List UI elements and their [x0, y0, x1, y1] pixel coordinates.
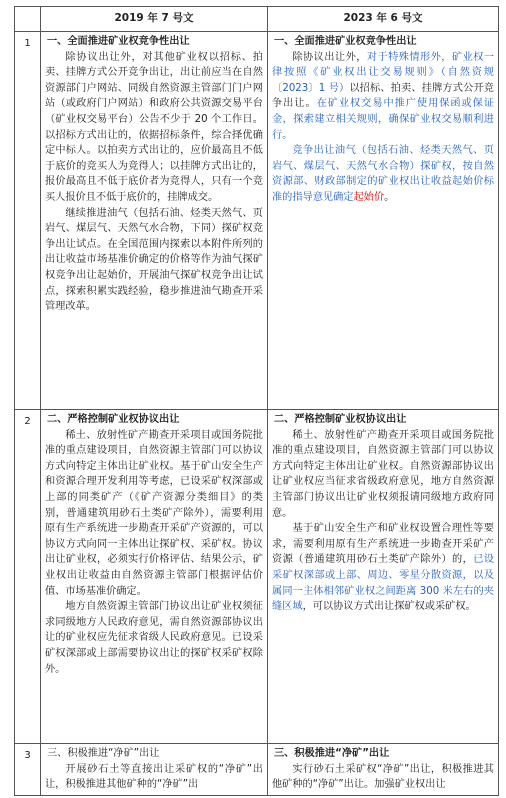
table-row	[15, 744, 499, 796]
paragraph: 实行砂石土采矿权“净矿”出让，积极推进其他矿种的“净矿”出让。加强矿业权出让	[272, 763, 494, 791]
plain-text: 基于矿山安全生产和矿业权设置合理性等要求，需要利用原有生产系统进一步勘查开采矿产资源（普通建筑用砂石土类矿产除外）的，	[272, 523, 494, 566]
table-header-row	[15, 7, 499, 32]
table-row	[15, 410, 499, 744]
header-old-doc: 2019 年 7 号文	[41, 7, 268, 32]
plain-text: 以招标、拍卖、挂牌方式公开竞争出让。	[272, 82, 494, 110]
new-text-cell	[268, 744, 499, 796]
plain-text: ，可以协议方式出让探矿权或采矿权。	[302, 601, 476, 613]
paragraph: 开展砂石土等直接出让采矿权的“净矿”出让，积极推进其他矿种的“净矿”出	[45, 763, 263, 791]
row-number: 3	[15, 744, 41, 796]
paragraph: 稀土、放射性矿产勘查开采项目或国务院批准的重点建设项目，自然资源主管部门可以协议方式向特定主体出让矿业权。自然资源部协议出让矿业权应当征求省级政府意见，地方自然资源主管部门协议出让矿业权须报请同级地方政府同意。	[272, 429, 494, 519]
header-new-doc: 2023 年 6 号文	[268, 7, 499, 32]
changed-text: 在矿业权交易中推广使用保函或保证金，探索建立相关规则，确保矿业权交易顺利进行。	[272, 98, 494, 141]
old-text-cell	[41, 32, 268, 410]
new-text-cell	[268, 32, 499, 410]
row-number: 2	[15, 410, 41, 744]
header-index	[15, 7, 41, 32]
paragraph	[272, 521, 494, 615]
changed-text: 对于特殊情形外，矿业权一律按照《矿业权出让交易规则》（自然资规〔2023〕1 号）	[272, 51, 495, 94]
highlight-text: 起始价	[353, 191, 385, 203]
paragraph	[272, 143, 494, 205]
section-title: 二、严格控制矿业权协议出让	[274, 414, 407, 425]
paragraph: 除协议出让外，对其他矿业权以招标、拍卖、挂牌方式公开竞争出让，出让前应当在自然资源部门户网站、同级自然资源主管部门门户网站（或政府门户网站）和政府公共资源交易平台（矿业权交易平台）公告不少于 20 个工作日。以招标方式出让的，依据招标条件，综合择优确定中标人。以拍卖方式出让的，应价最高且不低于底价的竞买人为竞得人；以挂牌方式出让的，报价最高且不低于底价者为竞得人，只有一个竞买人报价且不低于底价的，挂牌成交。	[45, 51, 263, 203]
plain-text: 除协议出让外，	[292, 51, 367, 63]
paragraph	[272, 50, 494, 144]
paragraph: 继续推进油气（包括石油、烃类天然气、页岩气、煤层气、天然气水合物，下同）探矿权竞争出让试点。在全国范围内探索以本附件所列的出让收益市场基准价确定的价格等作为油气探矿权竞争出让起始价，开展油气探矿权竞争出让试点，探索积累实践经验，稳步推进油气勘查开采管理改革。	[45, 207, 263, 313]
changed-text: 竞争出让油气（包括石油、烃类天然气、页岩气、煤层气、天然气水合物）探矿权，按自然资源部、财政部制定的矿业权出让收益起始价标准的指导意见确定	[272, 145, 494, 203]
paragraph: 稀土、放射性矿产勘查开采项目或国务院批准的重点建设项目，自然资源主管部门可以协议方式向特定主体出让矿业权。基于矿山安全生产和资源合理开发利用等考虑，已设采矿权深部或上部的同类矿产（《矿产资源分类细目》的类别，普通建筑用砂石土类矿产除外），需要利用原有生产系统进一步勘查开采矿产资源的，可以协议方式向同一主体出让探矿权、采矿权。协议出让矿业权，必须实行价格评估、结果公示，矿业权出让收益由自然资源主管部门根据评估价值、市场基准价确定。	[45, 429, 263, 597]
row-number: 1	[15, 32, 41, 410]
section-title: 三、积极推进“净矿”出让	[47, 748, 160, 759]
old-text-cell	[41, 410, 268, 744]
new-text-cell	[268, 410, 499, 744]
changed-text: 已设采矿权深部或上部、周边、零星分散资源，以及属同一主体相邻矿业权之间距离 300 米左右的夹缝区域	[272, 554, 495, 613]
section-title: 三、积极推进“净矿”出让	[274, 748, 390, 759]
section-title: 一、全面推进矿业权竞争性出让	[274, 36, 417, 47]
plain-text: 。	[384, 191, 395, 203]
section-title: 二、严格控制矿业权协议出让	[47, 414, 180, 425]
old-text-cell	[41, 744, 268, 796]
section-title: 一、全面推进矿业权竞争性出让	[47, 36, 190, 47]
comparison-table	[14, 6, 499, 796]
table-row	[15, 32, 499, 410]
paragraph: 地方自然资源主管部门协议出让矿业权须征求同级地方人民政府意见，需自然资源部协议出让的矿业权应先征求省级人民政府意见。已设采矿权深部或上部需要协议出让的探矿权采矿权除外。	[45, 601, 263, 675]
